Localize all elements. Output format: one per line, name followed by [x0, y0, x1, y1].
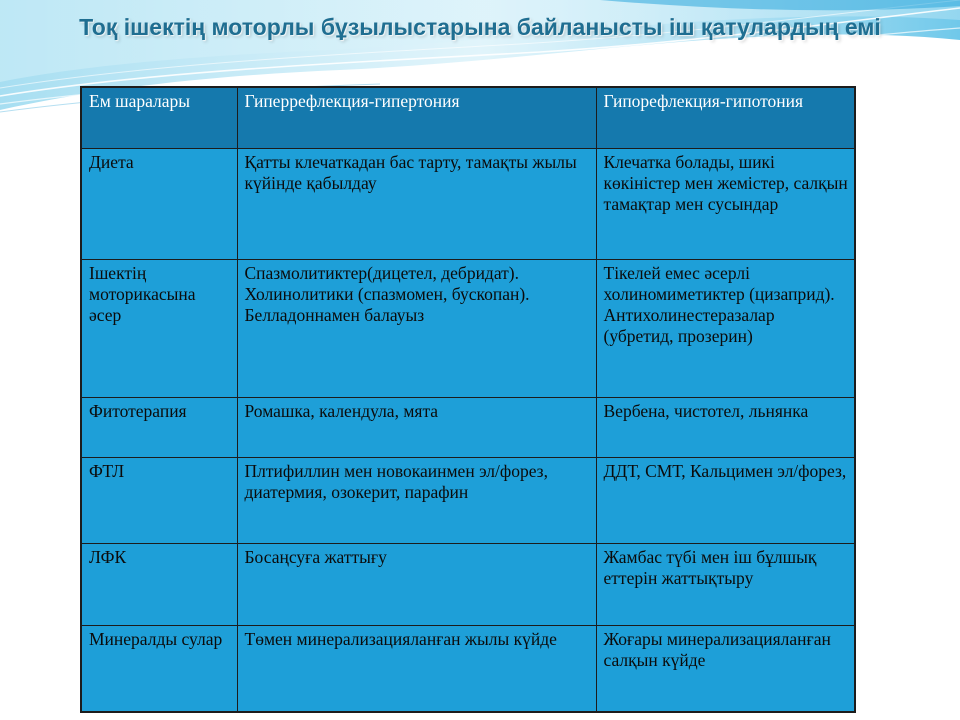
hyporeflexia-cell: Жоғары минерализацияланған салқын күйде [596, 626, 855, 713]
hyperreflexia-cell: Спазмолитиктер(дицетел, дебридат). Холинолитики (спазмомен, бускопан). Белладоннамен балауыз [237, 260, 596, 398]
header-cell-measures: Ем шаралары [81, 87, 237, 149]
hyporeflexia-cell: Жамбас түбі мен іш бұлшық еттерін жаттықтыру [596, 544, 855, 626]
treatment-table [80, 86, 856, 713]
treatment-table-container [80, 86, 854, 713]
hyperreflexia-cell: Төмен минерализацияланған жылы күйде [237, 626, 596, 713]
hyporeflexia-cell: Тікелей емес әсерлі холиномиметиктер (цизаприд). Антихолинестеразалар (убретид, прозерин) [596, 260, 855, 398]
row-label-cell: Минералды сулар [81, 626, 237, 713]
hyperreflexia-cell: Ромашка, календула, мята [237, 398, 596, 458]
row-label-cell: Диета [81, 149, 237, 260]
row-label-cell: Ішектің моторикасына әсер [81, 260, 237, 398]
table-row [81, 626, 855, 713]
hyperreflexia-cell: Плтифиллин мен новокаинмен эл/форез, диатермия, озокерит, парафин [237, 458, 596, 544]
header-cell-hyperreflexia: Гиперрефлекция-гипертония [237, 87, 596, 149]
header-cell-hyporeflexia: Гипорефлекция-гипотония [596, 87, 855, 149]
hyporeflexia-cell: Вербена, чистотел, льнянка [596, 398, 855, 458]
table-row [81, 458, 855, 544]
table-row [81, 544, 855, 626]
hyperreflexia-cell: Босаңсуға жаттығу [237, 544, 596, 626]
table-row [81, 260, 855, 398]
table-row [81, 149, 855, 260]
hyporeflexia-cell: Клечатка болады, шикі көкіністер мен жемістер, салқын тамақтар мен сусындар [596, 149, 855, 260]
row-label-cell: ЛФК [81, 544, 237, 626]
row-label-cell: ФТЛ [81, 458, 237, 544]
row-label-cell: Фитотерапия [81, 398, 237, 458]
table-row [81, 398, 855, 458]
table-header-row [81, 87, 855, 149]
slide-title: Тоқ ішектің моторлы бұзылыстарына байланысты іш қатулардың емі [79, 14, 881, 40]
hyporeflexia-cell: ДДТ, СМТ, Кальцимен эл/форез, [596, 458, 855, 544]
hyperreflexia-cell: Қатты клечаткадан бас тарту, тамақты жылы күйінде қабылдау [237, 149, 596, 260]
